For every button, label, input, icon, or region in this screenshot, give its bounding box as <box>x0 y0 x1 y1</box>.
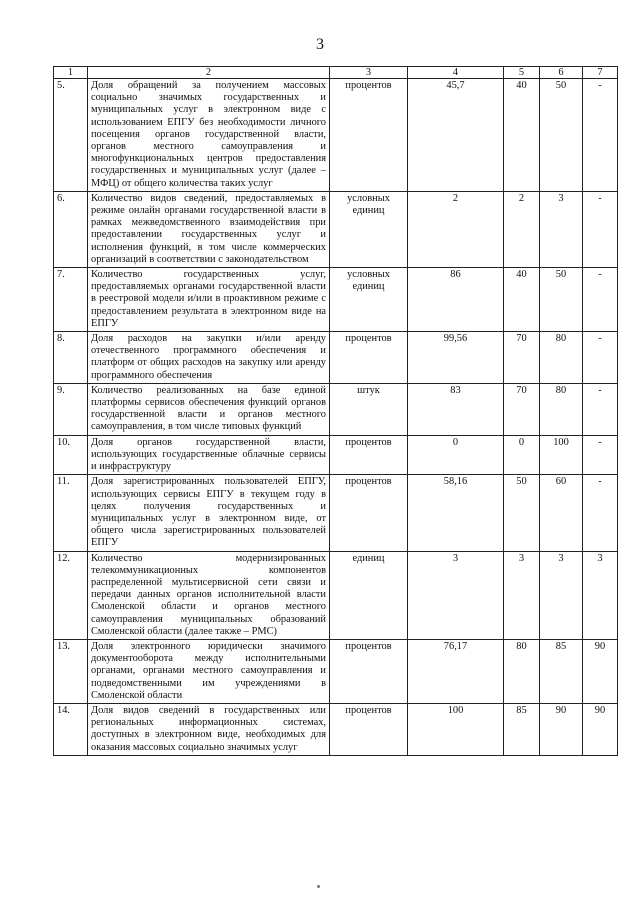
value-col6: 85 <box>540 639 583 703</box>
value-col6: 80 <box>540 332 583 384</box>
indicator-name: Количество видов сведений, предоставляемых в режиме онлайн органами государственной власти в рамках межведомственного взаимодействия при предоставлении государственных услуг и исполнения функций, в том числе коммерческих организаций в соответствии с законодательством <box>88 191 330 267</box>
value-col5: 70 <box>504 332 540 384</box>
table-row <box>54 475 618 551</box>
unit-of-measure: процентов <box>330 475 408 551</box>
indicator-name: Доля зарегистрированных пользователей ЕПГУ, использующих сервисы ЕПГУ в текущем году в целях получения государственных и муниципальных услуг в электронном виде, от общего числа зарегистрированных пользователей ЕПГУ <box>88 475 330 551</box>
value-col5: 85 <box>504 703 540 755</box>
column-header: 7 <box>583 67 618 79</box>
unit-of-measure: процентов <box>330 435 408 475</box>
row-number: 6. <box>54 191 88 267</box>
value-col5: 3 <box>504 551 540 639</box>
value-col6: 100 <box>540 435 583 475</box>
table-row <box>54 191 618 267</box>
value-col5: 80 <box>504 639 540 703</box>
row-number: 12. <box>54 551 88 639</box>
value-col7: - <box>583 191 618 267</box>
base-value: 100 <box>408 703 504 755</box>
table-row <box>54 383 618 435</box>
page-number: 3 <box>316 36 324 53</box>
row-number: 14. <box>54 703 88 755</box>
column-header: 2 <box>88 67 330 79</box>
table-row <box>54 79 618 192</box>
indicator-name: Доля расходов на закупки и/или аренду отечественного программного обеспечения и платформ от общих расходов на закупку или аренду программного обеспечения <box>88 332 330 384</box>
column-header: 1 <box>54 67 88 79</box>
unit-of-measure: штук <box>330 383 408 435</box>
value-col6: 80 <box>540 383 583 435</box>
value-col5: 0 <box>504 435 540 475</box>
base-value: 99,56 <box>408 332 504 384</box>
column-header: 3 <box>330 67 408 79</box>
base-value: 45,7 <box>408 79 504 192</box>
indicator-name: Доля обращений за получением массовых социально значимых государственных и муниципальных услуг в электронном виде с использованием ЕПГУ без необходимости личного посещения органов государственной власти, органов местного самоуправления и многофункциональных центров предоставления государственных и муниципальных услуг (далее – МФЦ) от общего количества таких услуг <box>88 79 330 192</box>
indicator-name: Доля электронного юридически значимого документооборота между исполнительными органами, органами местного самоуправления и подведомственными им учреждениями в Смоленской области <box>88 639 330 703</box>
table-row <box>54 268 618 332</box>
unit-of-measure: процентов <box>330 79 408 192</box>
row-number: 5. <box>54 79 88 192</box>
value-col7: 90 <box>583 703 618 755</box>
table-header-row <box>54 67 618 79</box>
column-header: 6 <box>540 67 583 79</box>
unit-of-measure: условных единиц <box>330 191 408 267</box>
table-row <box>54 551 618 639</box>
row-number: 11. <box>54 475 88 551</box>
row-number: 13. <box>54 639 88 703</box>
value-col6: 50 <box>540 268 583 332</box>
value-col5: 40 <box>504 268 540 332</box>
indicator-name: Количество модернизированных телекоммуникационных компонентов распределенной мультисервисной сети связи и передачи данных органов исполнительной власти Смоленской области и органов местного самоуправления муниципальных образований Смоленской области (далее также – РМС) <box>88 551 330 639</box>
column-header: 5 <box>504 67 540 79</box>
value-col6: 3 <box>540 551 583 639</box>
value-col6: 60 <box>540 475 583 551</box>
base-value: 83 <box>408 383 504 435</box>
indicators-table <box>53 66 618 756</box>
unit-of-measure: единиц <box>330 551 408 639</box>
value-col7: 90 <box>583 639 618 703</box>
unit-of-measure: процентов <box>330 332 408 384</box>
row-number: 8. <box>54 332 88 384</box>
base-value: 86 <box>408 268 504 332</box>
indicator-name: Количество реализованных на базе единой платформы сервисов обеспечения функций органов государственной власти и органов местного самоуправления, в том числе типовых функций <box>88 383 330 435</box>
table-row <box>54 332 618 384</box>
indicator-name: Доля органов государственной власти, использующих государственные облачные сервисы и инфраструктуру <box>88 435 330 475</box>
value-col7: - <box>583 435 618 475</box>
value-col7: - <box>583 332 618 384</box>
value-col5: 40 <box>504 79 540 192</box>
table-row <box>54 435 618 475</box>
indicator-name: Количество государственных услуг, предоставляемых органами государственной власти в реестровой модели и/или в проактивном режиме с предоставлением результата в электронном виде на ЕПГУ <box>88 268 330 332</box>
unit-of-measure: условных единиц <box>330 268 408 332</box>
value-col7: - <box>583 383 618 435</box>
value-col7: - <box>583 79 618 192</box>
value-col5: 70 <box>504 383 540 435</box>
scan-speck <box>317 885 320 888</box>
unit-of-measure: процентов <box>330 639 408 703</box>
value-col7: 3 <box>583 551 618 639</box>
indicator-name: Доля видов сведений в государственных или региональных информационных системах, доступных в электронном виде, необходимых для оказания массовых социально значимых услуг <box>88 703 330 755</box>
base-value: 58,16 <box>408 475 504 551</box>
value-col6: 50 <box>540 79 583 192</box>
unit-of-measure: процентов <box>330 703 408 755</box>
column-header: 4 <box>408 67 504 79</box>
row-number: 10. <box>54 435 88 475</box>
row-number: 7. <box>54 268 88 332</box>
base-value: 0 <box>408 435 504 475</box>
value-col7: - <box>583 268 618 332</box>
row-number: 9. <box>54 383 88 435</box>
table-row <box>54 639 618 703</box>
value-col7: - <box>583 475 618 551</box>
base-value: 3 <box>408 551 504 639</box>
value-col5: 2 <box>504 191 540 267</box>
base-value: 76,17 <box>408 639 504 703</box>
value-col6: 3 <box>540 191 583 267</box>
value-col6: 90 <box>540 703 583 755</box>
base-value: 2 <box>408 191 504 267</box>
table-row <box>54 703 618 755</box>
value-col5: 50 <box>504 475 540 551</box>
